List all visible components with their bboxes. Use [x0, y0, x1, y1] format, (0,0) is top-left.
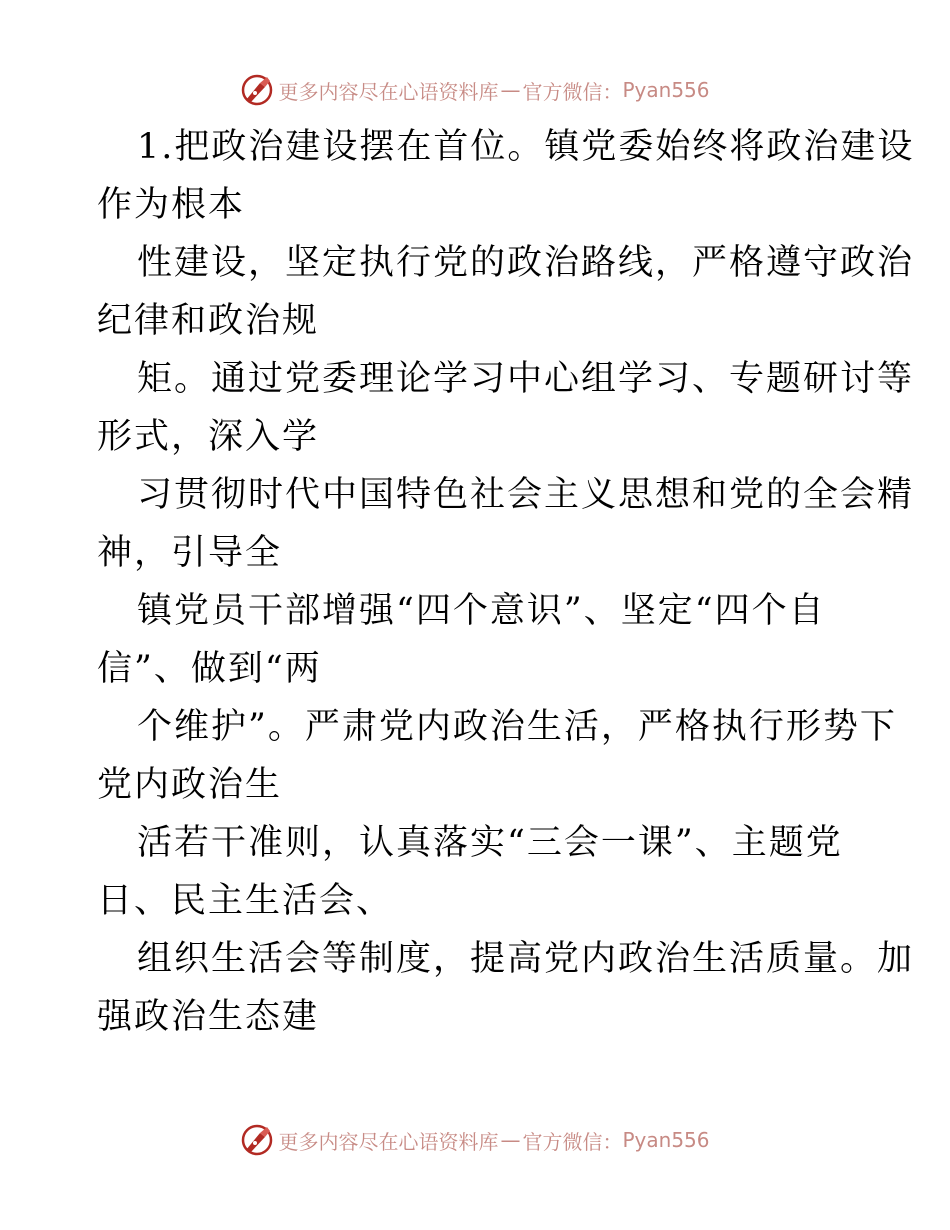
header-dash: —: [500, 78, 521, 102]
body-line: 神，引导全: [97, 533, 283, 573]
footer-wechat-label: 官方微信：: [522, 1129, 623, 1154]
body-line: 强政治生态建: [97, 997, 320, 1037]
body-line: 党内政治生: [97, 765, 283, 805]
body-line: 组织生活会等制度，提高党内政治生活质量。加: [137, 939, 915, 979]
body-line: 活若干准则，认真落实“三会一课”、主题党: [137, 823, 843, 863]
footer-banner: [0, 1120, 950, 1160]
pen-nib-logo-icon: [240, 1123, 274, 1157]
pen-nib-logo-icon: [240, 73, 274, 107]
body-line: 1.把政治建设摆在首位。镇党委始终将政治建设: [137, 127, 915, 167]
header-wechat-account: Pyan556: [622, 78, 710, 102]
footer-wechat-account: Pyan556: [622, 1128, 710, 1152]
body-line: 作为根本: [97, 185, 246, 225]
footer-dash: —: [500, 1128, 521, 1152]
header-slogan: 更多内容尽在心语资料库: [278, 79, 499, 104]
header-wechat-label: 官方微信：: [522, 79, 623, 104]
footer-slogan: 更多内容尽在心语资料库: [278, 1129, 499, 1154]
body-line: 镇党员干部增强“四个意识”、坚定“四个自: [137, 591, 826, 631]
body-line: 纪律和政治规: [97, 301, 320, 341]
body-line: 矩。通过党委理论学习中心组学习、专题研讨等: [137, 359, 915, 399]
body-line: 性建设，坚定执行党的政治路线，严格遵守政治: [137, 243, 915, 283]
body-line: 习贯彻时代中国特色社会主义思想和党的全会精: [137, 475, 915, 515]
header-banner: [0, 70, 950, 110]
body-line: 日、民主生活会、: [97, 881, 394, 921]
body-text: [97, 118, 915, 1046]
body-line: 个维护”。严肃党内政治生活，严格执行形势下: [137, 707, 897, 747]
body-line: 形式，深入学: [97, 417, 320, 457]
body-line: 信”、做到“两: [97, 649, 322, 689]
